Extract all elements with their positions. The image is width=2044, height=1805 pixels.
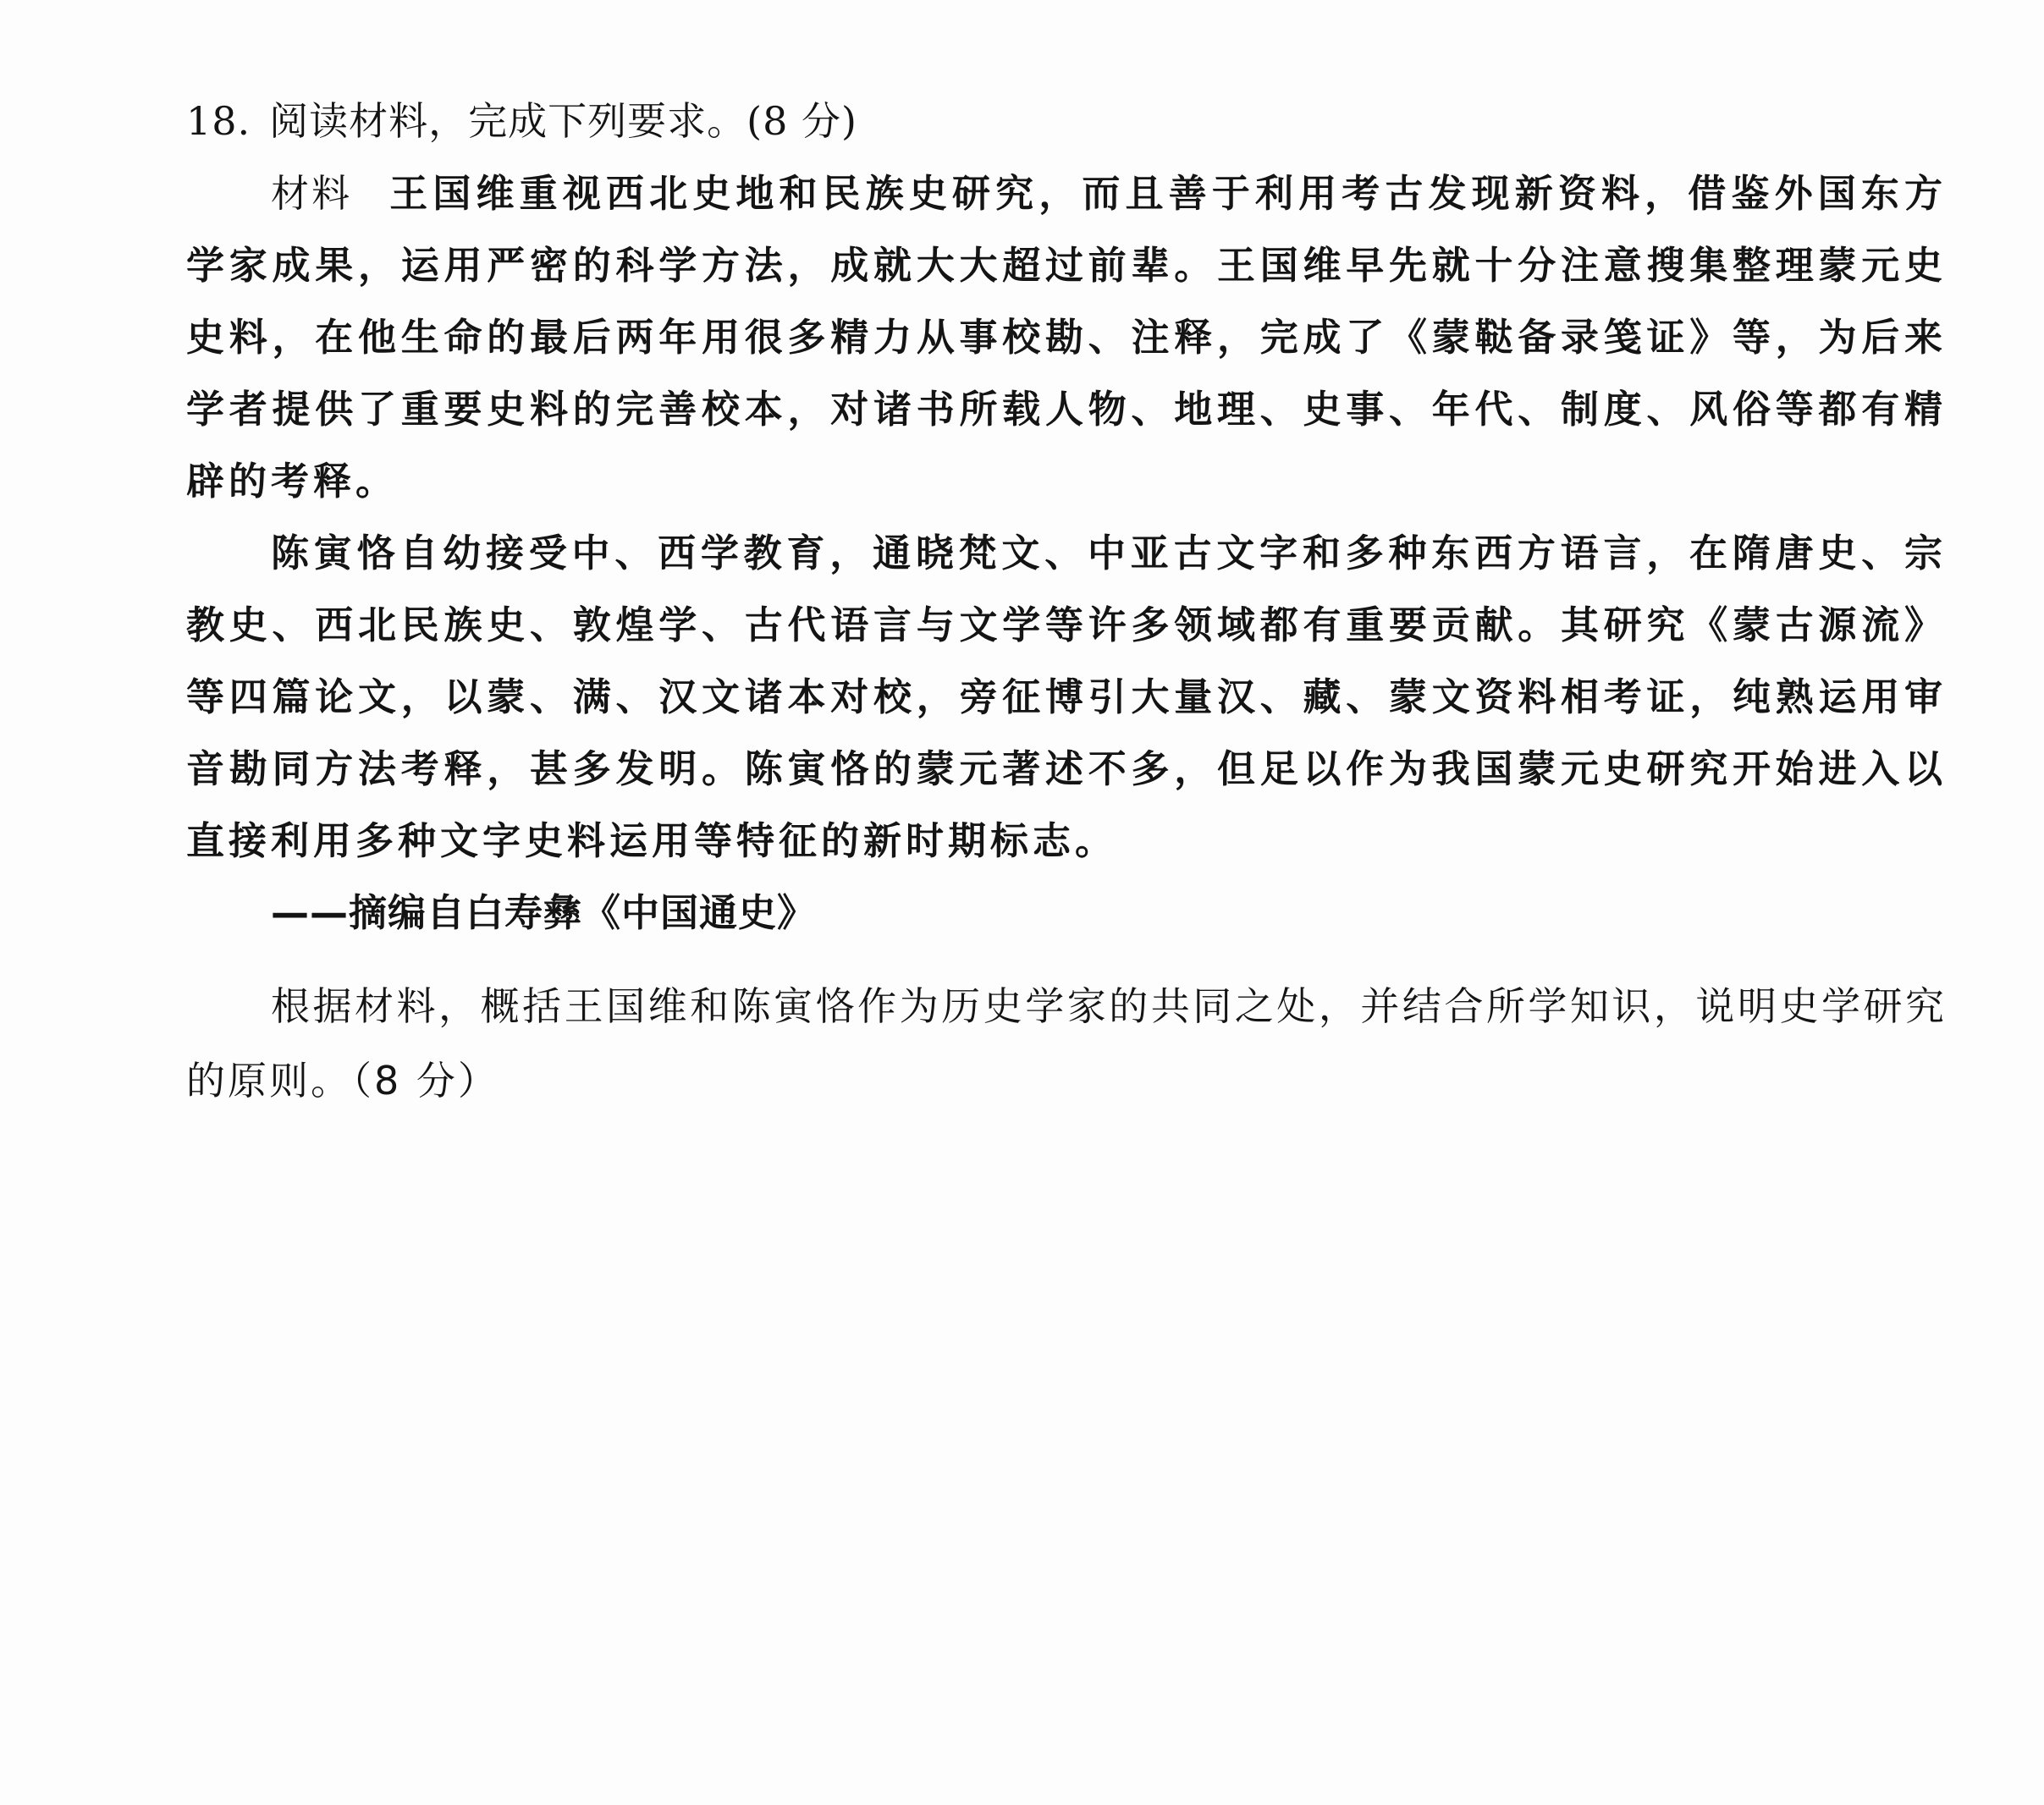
material-paragraph-1-text: 王国维重视西北史地和民族史研究，而且善于利用考古发现新资料，借鉴外国东方学家成果，运用严密的科学方法，成就大大超过前辈。王国维早先就十分注意搜集整理蒙元史史料，在他生命的最后两年用很多精力从事校勘、注释，完成了《蒙鞑备录笺证》等，为后来学者提供了重要史料的完善校本，对诸书所载人物、地理、史事、年代、制度、风俗等都有精辟的考释。 xyxy=(186,171,1947,504)
material-source: ——摘编自白寿彝《中国通史》 xyxy=(271,890,817,935)
material-paragraph-1 xyxy=(186,157,1947,517)
question-number: 18. xyxy=(186,98,251,144)
material-label: 材料 xyxy=(271,171,353,216)
material-section xyxy=(186,157,1947,949)
question-header xyxy=(186,91,1947,151)
question-instruction: 阅读材料，完成下列要求。(8 分) xyxy=(269,98,857,144)
task-section xyxy=(186,969,1947,1118)
task-text: 根据材料，概括王国维和陈寅恪作为历史学家的共同之处，并结合所学知识，说明史学研究的原则。（8 分） xyxy=(186,983,1947,1103)
material-paragraph-2: 陈寅恪自幼接受中、西学教育，通晓梵文、中亚古文字和多种东西方语言，在隋唐史、宗教史、西北民族史、敦煌学、古代语言与文学等许多领域都有重要贡献。其研究《蒙古源流》等四篇论文，以蒙、满、汉文诸本对校，旁征博引大量汉、藏、蒙文资料相考证，纯熟运用审音勘同方法考释，甚多发明。陈寅恪的蒙元著述不多，但足以作为我国蒙元史研究开始进入以直接利用多种文字史料运用等特征的新时期标志。 xyxy=(186,531,1947,863)
